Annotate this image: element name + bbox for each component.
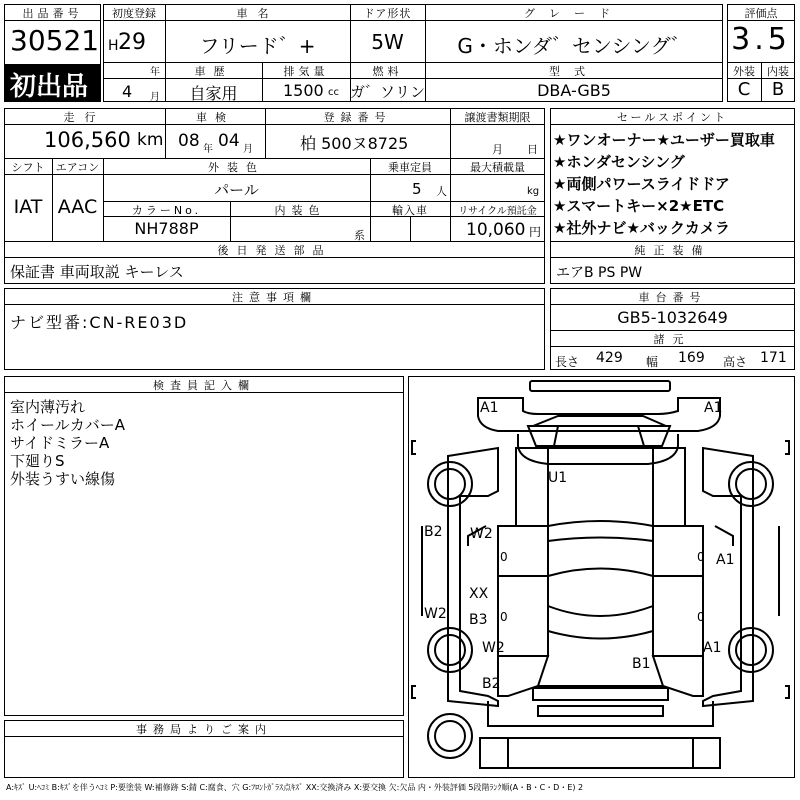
sales-point-5: ★社外ナビ★バックカメラ [553, 219, 730, 237]
width-label: 幅 [646, 355, 659, 369]
ext-grade-label: 外装 [733, 65, 755, 78]
cc-unit: cc [328, 87, 339, 98]
reg-no-label: 登録番号 [323, 111, 392, 124]
chassis-number: GB5-1032649 [617, 308, 728, 327]
sales-points-label: セールスポイント [616, 111, 728, 124]
ext-grade: C [737, 79, 751, 100]
chassis-label: 車台番号 [638, 291, 707, 304]
transfer-label: 譲渡書類期限 [464, 111, 531, 124]
inspection-year: 08 [178, 131, 200, 151]
fuel: ガ゛ソリン [350, 83, 426, 101]
inspector-label: 検査員記入欄 [153, 379, 255, 392]
capacity-unit: 人 [436, 185, 447, 198]
ac: AAC [57, 196, 98, 218]
int-grade-label: 内装 [767, 65, 789, 78]
mark-b1: B1 [632, 656, 651, 672]
transfer-month: 月 [492, 143, 503, 156]
year-unit: 年 [150, 67, 160, 78]
history: 自家用 [189, 84, 238, 103]
int-grade: B [771, 79, 785, 100]
mark-zero-2: 0 [697, 550, 705, 564]
sales-point-3: ★両側パワースライドドア [553, 175, 730, 193]
yen-unit: 円 [529, 225, 542, 239]
legend: A:ｷｽﾞ U:ﾍｺﾐ B:ｷｽﾞを伴うﾍｺﾐ P:要塗装 W:補修跡 S:錆 C:腐食、穴 G:ﾌﾛﾝﾄｶﾞﾗｽ点ｷｽﾞ XX:交換済み X:要交換 欠:欠品 内・外装評価 5段階ﾗﾝｸ順(A・B・C・D・E) 2 [6, 783, 584, 792]
car-diagram [408, 376, 795, 778]
height-label: 高さ [723, 355, 748, 369]
inspection-year-unit: 年 [203, 144, 213, 155]
ext-color-label: 外装色 [208, 161, 265, 174]
inspector-line-3: サイドミラーA [10, 434, 110, 452]
int-color-unit: 系 [354, 229, 365, 242]
color-no-label: カラーNo. [131, 204, 202, 217]
shift: IAT [13, 196, 43, 218]
length-label: 長さ [555, 355, 580, 369]
month-unit: 月 [150, 92, 160, 103]
mark-w2-mid: W2 [470, 526, 493, 542]
car-name-label: 車名 [236, 7, 279, 20]
mileage-label: 走行 [63, 111, 106, 124]
score: 3.5 [731, 22, 791, 57]
later-parts-label: 後日発送部品 [217, 244, 332, 257]
mark-zero-3: 0 [500, 610, 508, 624]
office-label: 事務局よりご案内 [136, 723, 272, 736]
inspection-label: 車検 [196, 111, 234, 124]
mark-zero-4: 0 [697, 610, 705, 624]
specs-label: 諸元 [653, 333, 692, 346]
ac-label: エアコン [55, 161, 100, 174]
sales-point-2: ★ホンダセンシング [553, 153, 685, 171]
recycle-label: リサイクル預託金 [458, 206, 537, 217]
mark-a1-front-left: A1 [480, 400, 499, 416]
first-reg-year: 29 [118, 30, 146, 55]
mark-xx: XX [469, 586, 489, 602]
genuine-equipment-label: 純正装備 [634, 244, 711, 257]
sales-point-1: ★ワンオーナー★ユーザー買取車 [553, 131, 775, 149]
mark-a1-front-right: A1 [704, 400, 723, 416]
mark-u1: U1 [548, 470, 568, 486]
length: 429 [596, 350, 623, 366]
capacity: 5 [412, 180, 422, 198]
mark-zero-1: 0 [500, 550, 508, 564]
transfer-day: 日 [527, 143, 538, 156]
reg-no: 柏 500ヌ8725 [300, 134, 409, 153]
inspection-month: 04 [218, 131, 240, 151]
capacity-label: 乗車定員 [388, 161, 432, 174]
lot-number-label: 出品番号 [22, 7, 83, 20]
grade: G・ホンダ゛センシング゛ [457, 34, 691, 58]
model-label: 型式 [549, 65, 599, 78]
first-reg-month: 4 [122, 82, 133, 101]
inspector-line-5: 外装うすい線傷 [10, 470, 116, 488]
door-type: 5W [371, 30, 404, 54]
height: 171 [760, 350, 787, 366]
lot-number: 30521 [10, 24, 100, 57]
fuel-label: 燃料 [372, 65, 403, 78]
int-color-label: 内装色 [274, 204, 326, 217]
mark-a1-rear-right: A1 [703, 640, 722, 656]
grade-label: グレード [524, 7, 624, 20]
mileage: 106,560 [44, 128, 131, 152]
first-listing-text: 初出品 [10, 72, 89, 102]
genuine-equipment: エアB PS PW [556, 265, 643, 281]
inspector-line-4: 下廻りS [10, 452, 65, 470]
notes-label: 注意事項欄 [232, 291, 317, 304]
displacement: 1500 [283, 81, 324, 100]
model: DBA-GB5 [537, 81, 611, 100]
mark-a1-right-mid: A1 [716, 552, 735, 568]
mark-b2-left: B2 [424, 524, 443, 540]
history-label: 車歴 [194, 65, 233, 78]
max-load-unit: kg [527, 186, 540, 197]
mark-b2-rear: B2 [482, 676, 501, 692]
mark-w2-left-low: W2 [424, 606, 447, 622]
sales-point-4: ★スマートキー×2★ETC [553, 197, 725, 215]
width: 169 [678, 350, 705, 366]
ext-color: パール [214, 181, 259, 199]
inspector-line-1: 室内薄汚れ [10, 398, 86, 416]
km-unit: km [137, 130, 164, 150]
car-name: フリード゛+ [199, 34, 316, 58]
recycle-amount: 10,060 [466, 220, 526, 240]
color-no: NH788P [134, 219, 199, 238]
shift-label: シフト [11, 161, 45, 174]
displacement-label: 排気量 [283, 65, 329, 78]
mark-w2-rear: W2 [482, 640, 505, 656]
door-label: ドア形状 [363, 7, 412, 20]
first-reg-label: 初度登録 [112, 7, 156, 20]
notes-text: ナビ型番:CN-RE03D [10, 313, 189, 332]
max-load-label: 最大積載量 [470, 161, 525, 174]
later-parts: 保証書 車両取説 キーレス [10, 263, 184, 281]
score-label: 評価点 [744, 7, 778, 20]
mark-b3: B3 [469, 612, 488, 628]
inspection-month-unit: 月 [243, 144, 253, 155]
inspector-line-2: ホイールカバーA [10, 416, 125, 434]
era: H [108, 38, 119, 54]
import-label: 輸入車 [392, 204, 428, 217]
